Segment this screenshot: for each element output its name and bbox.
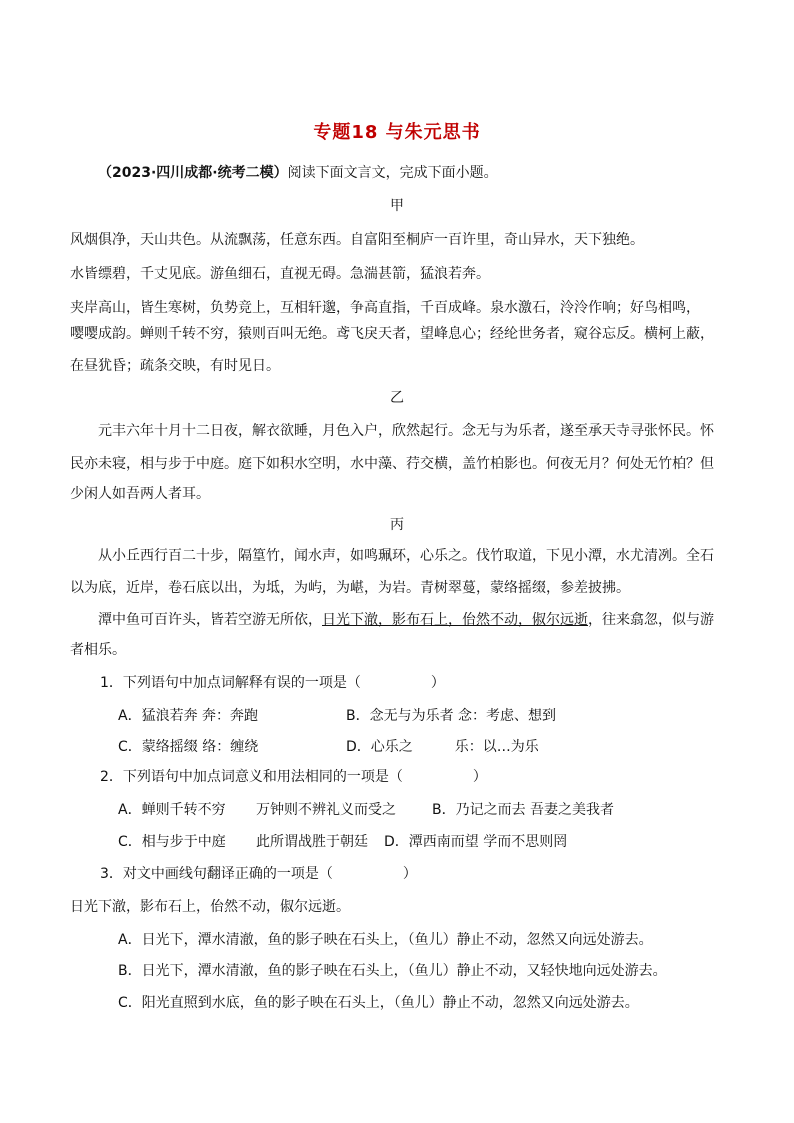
question-2-option-c-pair: 此所谓战胜于朝廷	[256, 834, 368, 850]
section-jia-line: 在昼犹昏；疏条交映，有时见日。	[70, 358, 280, 374]
underlined-sentence: 日光下澈，影布石上，佁然不动，俶尔远逝	[322, 612, 588, 628]
section-yi-heading: 乙	[390, 390, 404, 406]
section-bing-heading: 丙	[390, 517, 404, 533]
question-3-sentence: 日光下澈，影布石上，佁然不动，俶尔远逝。	[70, 899, 350, 915]
intro-source: （2023·四川成都·统考二模）	[98, 165, 288, 181]
question-1-option-c: C．蒙络摇缀 络：缠绕	[118, 739, 259, 755]
section-yi-line: 元丰六年十月十二日夜，解衣欲睡，月色入户，欣然起行。念无与为乐者，遂至承天寺寻张怀民。怀	[98, 423, 714, 439]
section-yi-line: 少闲人如吾两人者耳。	[70, 486, 210, 502]
page-title: 专题18 与朱元思书	[313, 122, 481, 143]
bing-line3-post: ，往来翕忽，似与游	[588, 612, 714, 628]
section-jia-line: 夹岸高山，皆生寒树，负势竞上，互相轩邈，争高直指，千百成峰。泉水激石，泠泠作响；好鸟相鸣，	[70, 300, 700, 316]
question-1-option-b: B．念无与为乐者 念：考虑、想到	[346, 708, 557, 724]
question-2-option-c: C．相与步于中庭	[118, 834, 226, 850]
question-1-option-d: D．心乐之 乐：以…为乐	[346, 739, 539, 755]
question-3-option-b: B．日光下，潭水清澈，鱼的影子映在石头上，（鱼儿）静止不动，又轻快地向远处游去。	[118, 963, 667, 979]
question-2-option-d: D．潭西南而望 学而不思则罔	[384, 834, 568, 850]
section-bing-line: 以为底，近岸，卷石底以出，为坻，为屿，为嵁，为岩。青树翠蔓，蒙络摇缀，参差披拂。	[70, 580, 630, 596]
section-jia-line: 风烟俱净，天山共色。从流飘荡，任意东西。自富阳至桐庐一百许里，奇山异水，天下独绝。	[70, 232, 644, 248]
section-bing-line	[70, 610, 730, 630]
section-jia-heading: 甲	[390, 198, 404, 214]
question-3-option-c: C．阳光直照到水底，鱼的影子映在石头上，（鱼儿）静止不动，忽然又向远处游去。	[118, 995, 639, 1011]
bing-line3-pre: 潭中鱼可百许头，皆若空游无所依，	[98, 612, 322, 628]
question-2-stem: 2．下列语句中加点词意义和用法相同的一项是（ ）	[100, 769, 487, 785]
section-bing-line: 者相乐。	[70, 642, 126, 658]
question-3-stem: 3．对文中画线句翻译正确的一项是（ ）	[100, 866, 417, 882]
question-1-option-a: A．猛浪若奔 奔：奔跑	[118, 708, 259, 724]
question-2-option-a: A．蝉则千转不穷	[118, 802, 226, 818]
section-yi-line: 民亦未寝，相与步于中庭。庭下如积水空明，水中藻、荇交横，盖竹柏影也。何夜无月？何处无竹柏？但	[70, 456, 714, 472]
section-jia-line: 水皆缥碧，千丈见底。游鱼细石，直视无碍。急湍甚箭，猛浪若奔。	[70, 266, 490, 282]
question-2-option-a-pair: 万钟则不辨礼义而受之	[256, 802, 396, 818]
question-1-stem: 1．下列语句中加点词解释有误的一项是（ ）	[100, 675, 445, 691]
section-jia-line: 嘤嘤成韵。蝉则千转不穷，猿则百叫无绝。鸢飞戾天者，望峰息心；经纶世务者，窥谷忘反。横柯上蔽，	[70, 326, 714, 342]
question-2-option-b: B．乃记之而去 吾妻之美我者	[432, 802, 615, 818]
intro-line	[70, 163, 730, 183]
question-3-option-a: A．日光下，潭水清澈，鱼的影子映在石头上，（鱼儿）静止不动，忽然又向远处游去。	[118, 932, 653, 948]
intro-instruction: 阅读下面文言文，完成下面小题。	[287, 165, 498, 181]
section-bing-line: 从小丘西行百二十步，隔篁竹，闻水声，如鸣珮环，心乐之。伐竹取道，下见小潭，水尤清冽。全石	[98, 548, 714, 564]
